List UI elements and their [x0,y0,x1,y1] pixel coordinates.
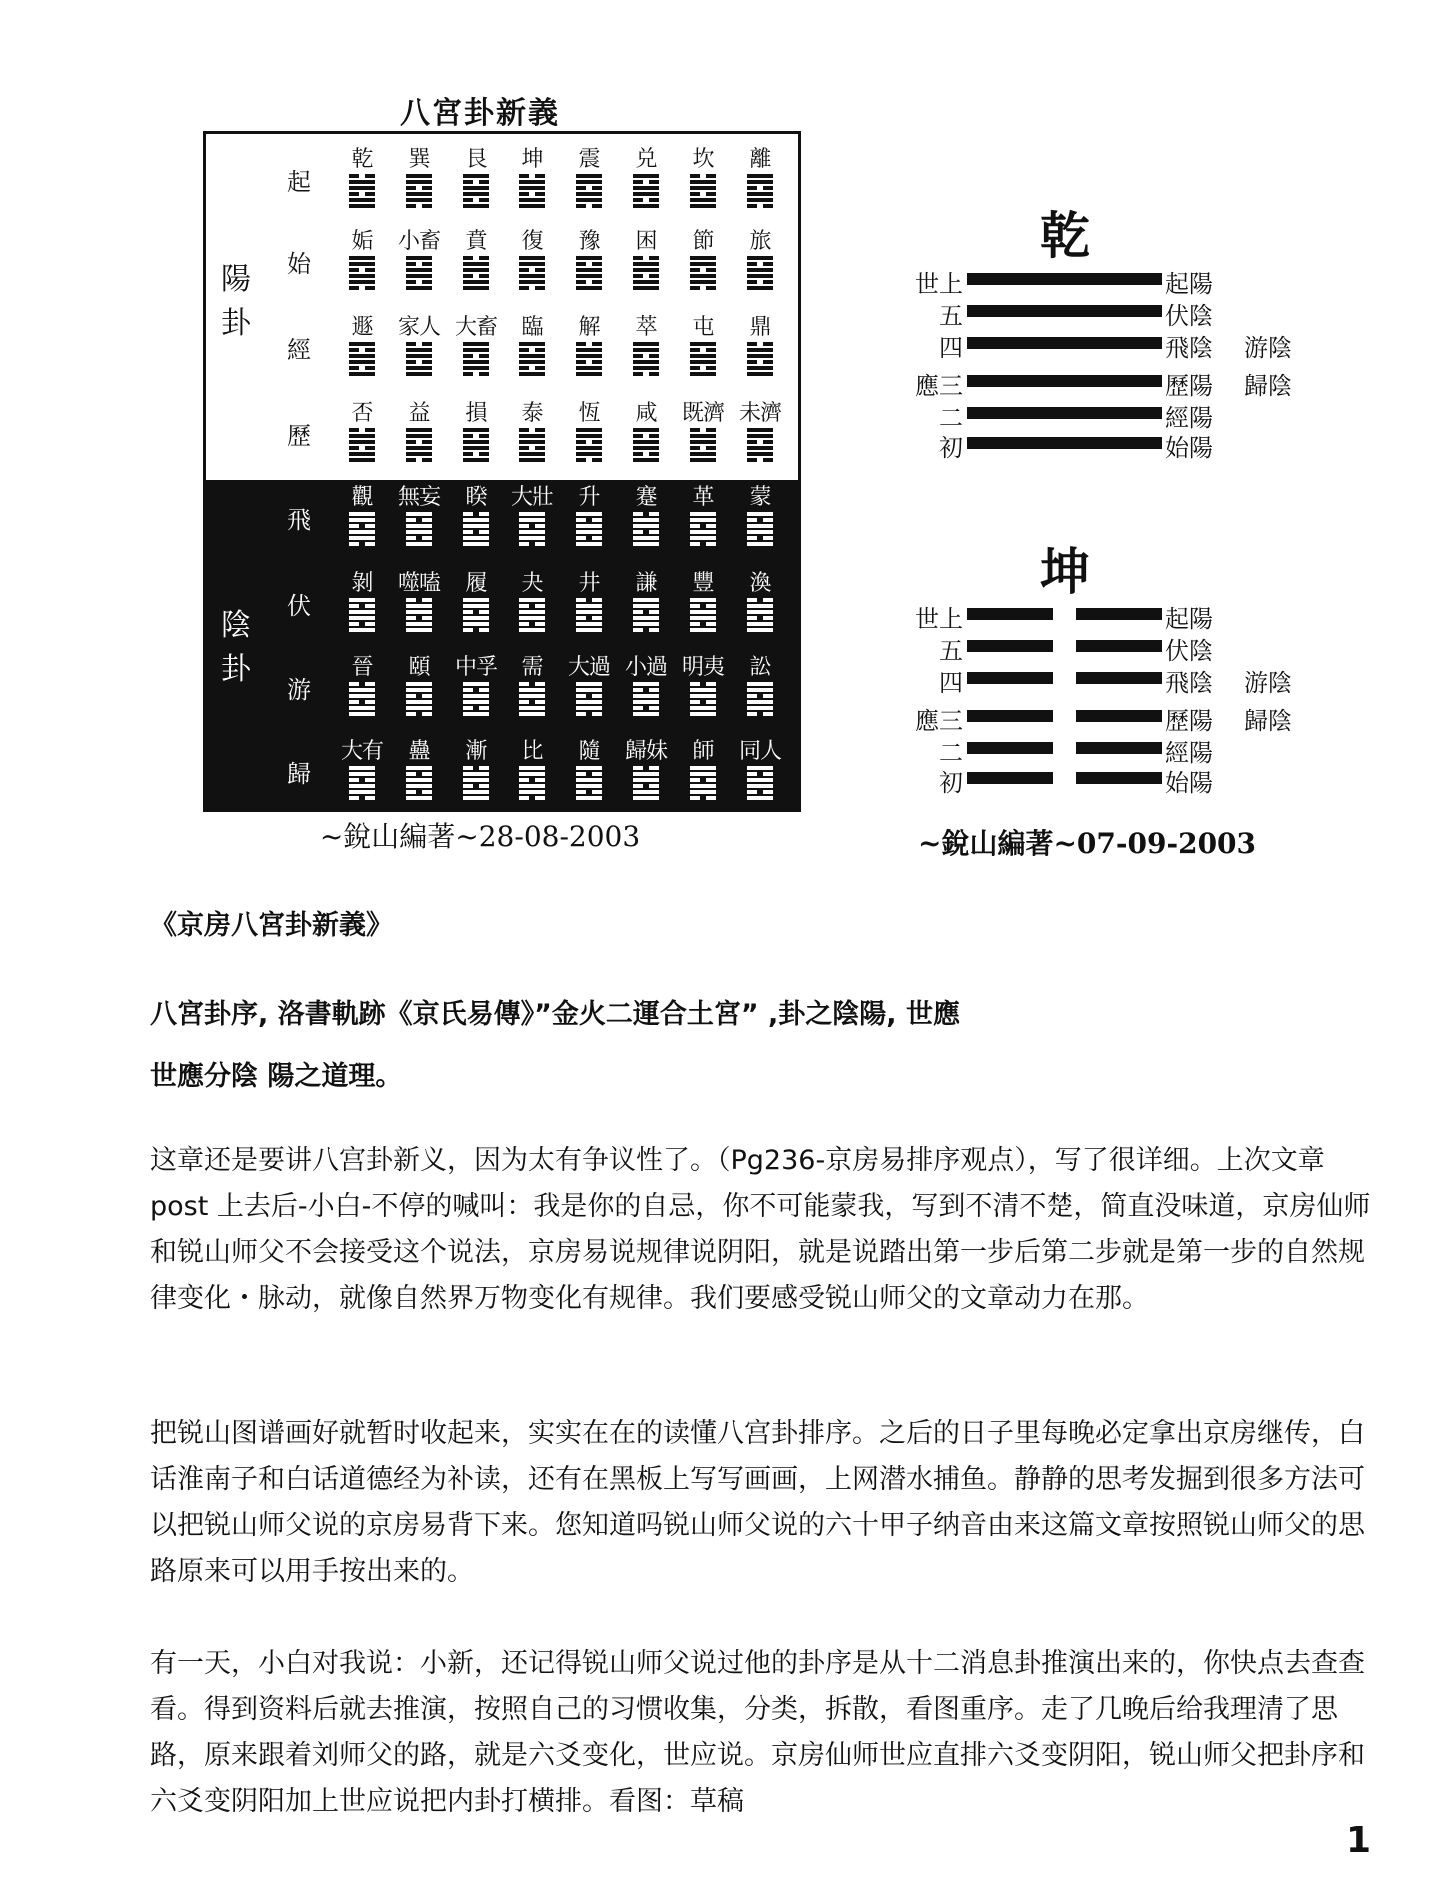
hexagram-glyph-icon [690,342,716,376]
line-yinyang-label: 起陽 [1165,605,1213,633]
hexagram-name: 豐 [692,571,714,596]
yin-line-segment [967,742,1053,754]
yin-line-segment [967,710,1053,722]
yin-line-segment [1076,640,1162,652]
hexagram-glyph-icon [406,174,432,208]
hexagram-name: 否 [351,401,373,426]
hexagram-name: 謙 [635,571,657,596]
hexagram-name: 大壯 [510,485,553,510]
subheading-line-2: 世應分陰 陽之道理。 [150,1061,403,1092]
hexagram-glyph-icon [633,256,659,290]
hexagram-name: 節 [692,229,714,254]
yin-line-segment [1076,672,1162,684]
line-extra-label: 歸陰 [1244,707,1292,735]
document-heading: 《京房八宮卦新義》 [150,910,393,941]
hexagram-name: 大有 [340,739,383,764]
yang-line-bar [967,407,1162,419]
hexagram-name: 歸妹 [624,739,667,764]
line-position-label: 應三 [915,707,963,735]
yin-line-segment [1076,772,1162,784]
paragraph-3: 有一天，小白对我说：小新，还记得锐山师父说过他的卦序是从十二消息卦推演出来的，你快点去查查看。得到资料后就去推演，按照自己的习惯收集，分类，拆散，看图重序。走了几晚后给我理清了思路，原来跟着刘师父的路，就是六爻变化，世应说。京房仙师世应直排六爻变阴阳，锐山师父把卦序和六爻变阴阳加上世应说把内卦打横排。看图：草稿 [150,1648,1365,1817]
table-title: 八宮卦新義 [400,96,560,131]
hexagram-name: 家人 [397,315,440,340]
hexagram-name: 姤 [351,229,373,254]
row-label: 游 [287,676,311,704]
hexagram-glyph-icon [349,682,375,716]
hexagram-glyph-icon [576,256,602,290]
hexagram-glyph-icon [747,342,773,376]
hexagram-name: 恆 [578,401,600,426]
hexagram-name: 賁 [465,229,487,254]
kun-caption: ~銳山編著~07-09-2003 [918,827,1257,860]
hexagram-name: 晉 [351,655,373,680]
line-position-label: 五 [939,637,963,665]
hexagram-name: 觀 [351,485,373,510]
yin-group-label: 陰 卦 [221,608,251,687]
hexagram-glyph-icon [349,174,375,208]
hexagram-glyph-icon [519,342,545,376]
kun-title: 坤 [1040,542,1090,601]
paragraph-1: 这章还是要讲八宫卦新义，因为太有争议性了。（Pg236-京房易排序观点），写了很详细。上次文章 post 上去后-小白-不停的喊叫：我是你的自忌，你不可能蒙我，写到不清不楚，简直没味道，京房仙师和锐山师父不会接受这个说法，京房易说规律说阴阳，就是说踏出第一步后第二步就是第一步的自然规律变化・脉动，就像自然界万物变化有规律。我们要感受锐山师父的文章动力在那。 [150,1145,1371,1314]
hexagram-glyph-icon [633,428,659,462]
hexagram-glyph-icon [690,766,716,800]
yang-line-bar [967,273,1162,285]
line-yinyang-label: 飛陰 [1165,334,1213,362]
line-extra-label: 游陰 [1244,669,1292,697]
hexagram-name: 無妄 [397,485,440,510]
hexagram-glyph-icon [519,682,545,716]
hexagram-name: 既濟 [681,401,724,426]
line-yinyang-label: 經陽 [1165,739,1213,767]
hexagram-name: 頤 [408,655,430,680]
hexagram-glyph-icon [519,256,545,290]
hexagram-name: 豫 [578,229,600,254]
hexagram-name: 巽 [408,147,430,172]
yin-line-segment [1076,742,1162,754]
line-position-label: 四 [939,334,963,362]
subheading-line-1: 八宮卦序, 洛書軌跡《京氏易傳》”金火二運合土宮” ,卦之陰陽, 世應 [150,999,960,1030]
hexagram-glyph-icon [633,766,659,800]
line-position-label: 四 [939,669,963,697]
hexagram-name: 小畜 [397,229,440,254]
line-position-label: 初 [939,434,963,462]
hexagram-glyph-icon [349,766,375,800]
hexagram-glyph-icon [406,512,432,546]
hexagram-glyph-icon [406,342,432,376]
hexagram-name: 蠱 [408,739,430,764]
row-label: 經 [287,336,311,364]
hexagram-name: 比 [521,739,543,764]
row-label: 起 [287,168,311,196]
line-position-label: 應三 [915,372,963,400]
hexagram-glyph-icon [406,682,432,716]
yang-group-label: 陽 卦 [221,262,251,341]
hexagram-glyph-icon [349,342,375,376]
hexagram-name: 隨 [578,739,600,764]
yin-line-segment [967,772,1053,784]
hexagram-name: 未濟 [738,401,781,426]
line-yinyang-label: 起陽 [1165,270,1213,298]
page-number: 1 [1346,1820,1372,1861]
row-label: 伏 [287,592,311,620]
hexagram-glyph-icon [747,766,773,800]
hexagram-name: 解 [578,315,600,340]
hexagram-name: 蒙 [749,485,771,510]
hexagram-name: 師 [692,739,714,764]
eight-palace-table [203,131,801,812]
line-position-label: 初 [939,769,963,797]
hexagram-glyph-icon [690,256,716,290]
hexagram-name: 鼎 [749,315,771,340]
hexagram-name: 大畜 [454,315,497,340]
hexagram-glyph-icon [747,256,773,290]
hexagram-glyph-icon [406,766,432,800]
hexagram-glyph-icon [406,256,432,290]
line-position-label: 世上 [915,270,963,298]
yang-line-bar [967,437,1162,449]
hexagram-glyph-icon [747,174,773,208]
hexagram-name: 剝 [351,571,373,596]
hexagram-glyph-icon [576,174,602,208]
hexagram-glyph-icon [519,512,545,546]
hexagram-glyph-icon [747,682,773,716]
hexagram-name: 萃 [635,315,657,340]
hexagram-glyph-icon [747,428,773,462]
hexagram-glyph-icon [463,342,489,376]
row-label: 歸 [287,760,311,788]
hexagram-name: 大過 [567,655,610,680]
hexagram-name: 明夷 [681,655,724,680]
hexagram-glyph-icon [463,512,489,546]
hexagram-glyph-icon [690,682,716,716]
hexagram-name: 艮 [465,147,487,172]
yin-line-segment [967,608,1053,620]
hexagram-glyph-icon [747,512,773,546]
yang-line-bar [967,337,1162,349]
hexagram-glyph-icon [519,766,545,800]
hexagram-glyph-icon [463,428,489,462]
hexagram-name: 中孚 [454,655,497,680]
line-yinyang-label: 伏陰 [1165,302,1213,330]
hexagram-glyph-icon [349,512,375,546]
line-extra-label: 歸陰 [1244,372,1292,400]
line-yinyang-label: 始陽 [1165,434,1213,462]
table-caption: ~銳山編著~28-08-2003 [319,820,641,853]
hexagram-glyph-icon [633,598,659,632]
hexagram-glyph-icon [519,428,545,462]
line-yinyang-label: 歷陽 [1165,372,1213,400]
hexagram-name: 坤 [521,147,543,172]
row-label: 始 [287,250,311,278]
hexagram-name: 離 [749,147,771,172]
hexagram-name: 遯 [351,315,373,340]
line-yinyang-label: 歷陽 [1165,707,1213,735]
hexagram-glyph-icon [690,598,716,632]
hexagram-name: 益 [408,401,430,426]
hexagram-name: 夬 [521,571,543,596]
hexagram-name: 臨 [521,315,543,340]
hexagram-name: 訟 [749,655,771,680]
hexagram-name: 損 [465,401,487,426]
hexagram-name: 坎 [692,147,714,172]
hexagram-name: 震 [578,147,600,172]
hexagram-name: 睽 [465,485,487,510]
line-yinyang-label: 經陽 [1165,404,1213,432]
hexagram-glyph-icon [576,342,602,376]
line-position-label: 二 [939,404,963,432]
hexagram-glyph-icon [463,598,489,632]
paragraph-2: 把锐山图谱画好就暂时收起来，实实在在的读懂八宫卦排序。之后的日子里每晚必定拿出京房继传，白话淮南子和白话道德经为补读，还有在黑板上写写画画，上网潜水捕鱼。静静的思考发掘到很多方法可以把锐山师父说的京房易背下来。您知道吗锐山师父说的六十甲子纳音由来这篇文章按照锐山师父的思路原来可以用手按出来的。 [150,1418,1365,1587]
yin-line-segment [1076,710,1162,722]
hexagram-glyph-icon [463,766,489,800]
hexagram-name: 升 [578,485,600,510]
hexagram-name: 渙 [749,571,771,596]
row-label: 歷 [287,422,311,450]
qian-title: 乾 [1040,206,1090,265]
yin-line-segment [967,640,1053,652]
yin-line-segment [1076,608,1162,620]
hexagram-name: 同人 [738,739,781,764]
hexagram-glyph-icon [519,598,545,632]
hexagram-name: 復 [521,229,543,254]
hexagram-glyph-icon [349,428,375,462]
line-position-label: 五 [939,302,963,330]
hexagram-name: 蹇 [635,485,657,510]
hexagram-glyph-icon [690,428,716,462]
hexagram-glyph-icon [576,512,602,546]
hexagram-name: 乾 [351,147,373,172]
hexagram-name: 屯 [692,315,714,340]
line-yinyang-label: 伏陰 [1165,637,1213,665]
hexagram-glyph-icon [633,342,659,376]
hexagram-name: 旅 [749,229,771,254]
hexagram-glyph-icon [633,174,659,208]
hexagram-glyph-icon [576,598,602,632]
hexagram-glyph-icon [576,428,602,462]
hexagram-glyph-icon [406,598,432,632]
hexagram-name: 咸 [635,401,657,426]
hexagram-glyph-icon [690,174,716,208]
line-extra-label: 游陰 [1244,334,1292,362]
line-yinyang-label: 飛陰 [1165,669,1213,697]
hexagram-glyph-icon [747,598,773,632]
hexagram-glyph-icon [576,682,602,716]
hexagram-name: 困 [635,229,657,254]
hexagram-glyph-icon [576,766,602,800]
hexagram-glyph-icon [463,256,489,290]
yin-line-segment [967,672,1053,684]
hexagram-name: 泰 [521,401,543,426]
line-yinyang-label: 始陽 [1165,769,1213,797]
yang-line-bar [967,305,1162,317]
hexagram-name: 小過 [624,655,667,680]
line-position-label: 世上 [915,605,963,633]
hexagram-glyph-icon [349,598,375,632]
hexagram-glyph-icon [349,256,375,290]
hexagram-glyph-icon [463,174,489,208]
hexagram-name: 革 [692,485,714,510]
hexagram-glyph-icon [463,682,489,716]
hexagram-name: 履 [465,571,487,596]
hexagram-name: 需 [521,655,543,680]
hexagram-name: 兑 [635,147,657,172]
hexagram-glyph-icon [633,682,659,716]
hexagram-name: 漸 [465,739,487,764]
hexagram-name: 井 [578,571,600,596]
hexagram-glyph-icon [690,512,716,546]
hexagram-glyph-icon [519,174,545,208]
row-label: 飛 [287,506,311,534]
line-position-label: 二 [939,739,963,767]
hexagram-name: 噬嗑 [397,571,440,596]
hexagram-glyph-icon [406,428,432,462]
hexagram-glyph-icon [633,512,659,546]
yang-line-bar [967,375,1162,387]
